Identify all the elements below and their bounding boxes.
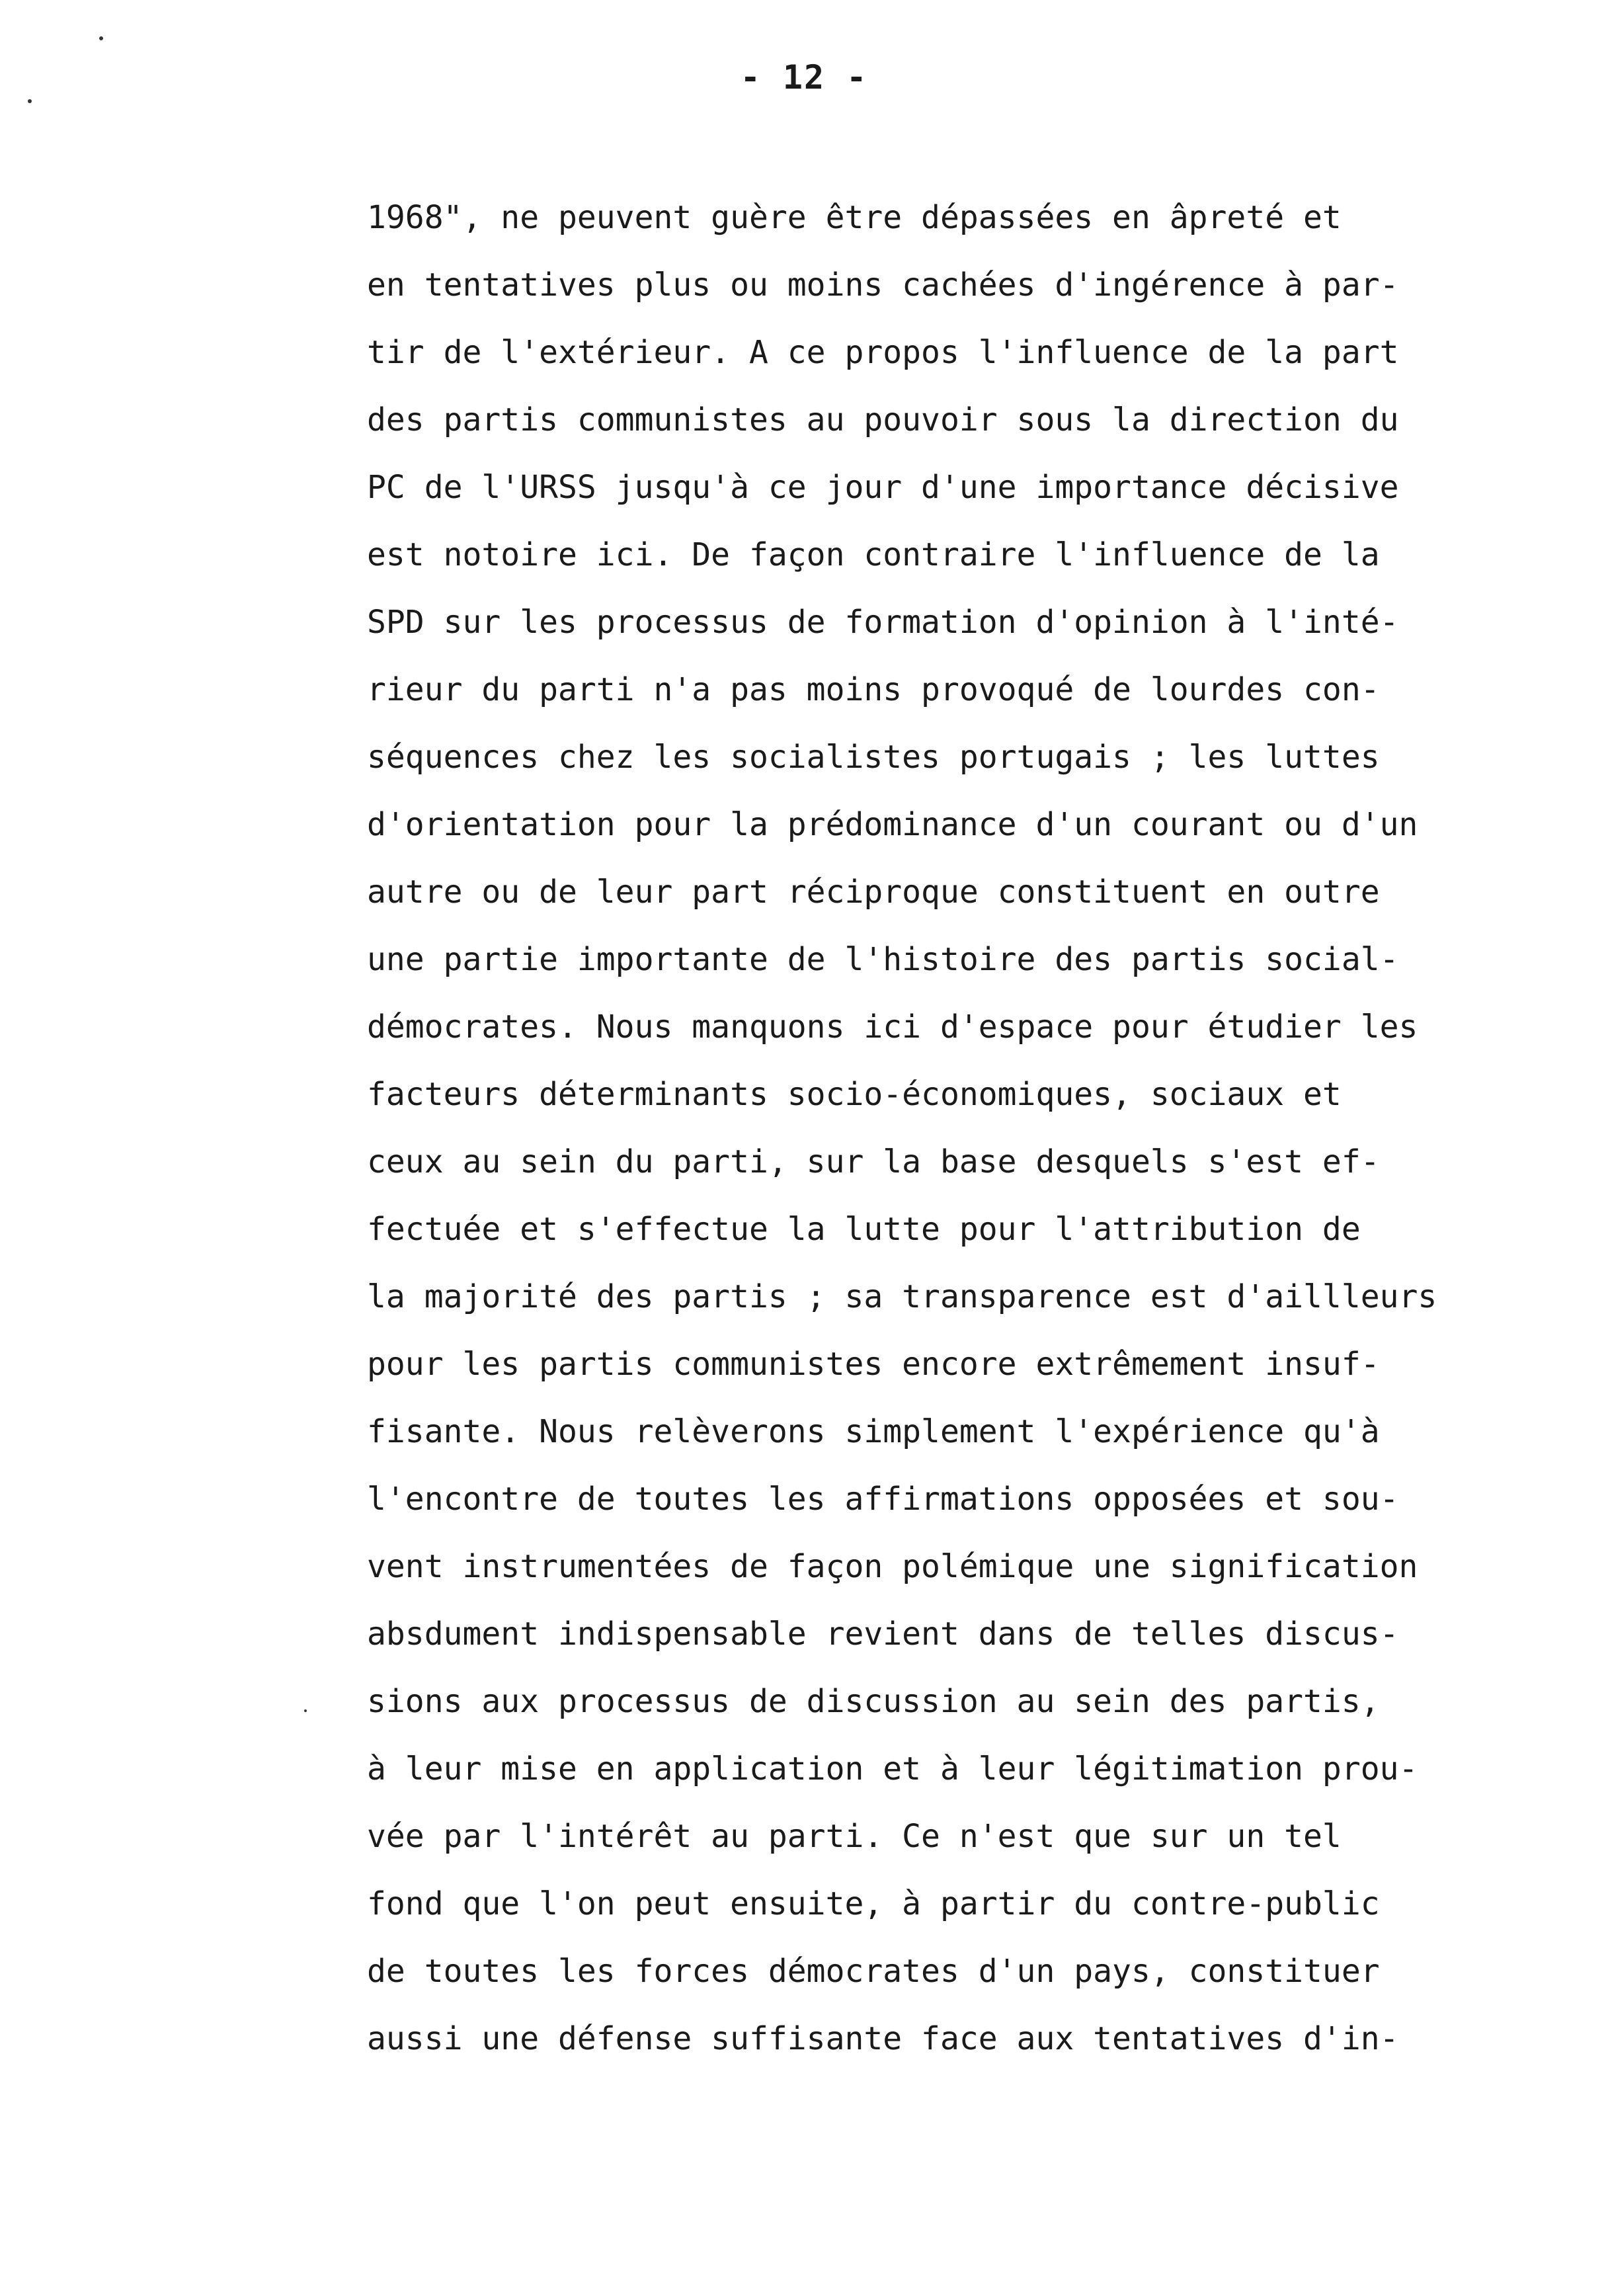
text-line: SPD sur les processus de formation d'opinion à l'inté- <box>367 604 1399 641</box>
text-line: autre ou de leur part réciproque constituent en outre <box>367 874 1380 911</box>
text-line: à leur mise en application et à leur légitimation prou- <box>367 1750 1418 1787</box>
text-line: absdument indispensable revient dans de telles discus- <box>367 1616 1399 1653</box>
text-line: ceux au sein du parti, sur la base desquels s'est ef- <box>367 1143 1380 1180</box>
text-line: d'orientation pour la prédominance d'un courant ou d'un <box>367 806 1418 843</box>
text-line: vée par l'intérêt au parti. Ce n'est que sur un tel <box>367 1818 1342 1855</box>
text-line: de toutes les forces démocrates d'un pays, constituer <box>367 1953 1380 1990</box>
text-line: vent instrumentées de façon polémique une signification <box>367 1548 1418 1585</box>
text-line: la majorité des partis ; sa transparence est d'aillleurs <box>367 1278 1437 1315</box>
body-text <box>367 184 1557 2072</box>
text-line: tir de l'extérieur. A ce propos l'influence de la part <box>367 334 1399 371</box>
scan-speck <box>28 99 32 103</box>
text-line: facteurs déterminants socio-économiques, sociaux et <box>367 1076 1342 1113</box>
text-line: fisante. Nous relèverons simplement l'expérience qu'à <box>367 1413 1380 1450</box>
text-line: séquences chez les socialistes portugais ; les luttes <box>367 739 1380 776</box>
text-line: sions aux processus de discussion au sein des partis, <box>367 1683 1380 1720</box>
text-line: PC de l'URSS jusqu'à ce jour d'une importance décisive <box>367 469 1399 506</box>
text-line: fectuée et s'effectue la lutte pour l'attribution de <box>367 1211 1361 1248</box>
text-line: des partis communistes au pouvoir sous la direction du <box>367 401 1399 438</box>
scan-speck <box>304 1709 307 1712</box>
text-line: l'encontre de toutes les affirmations opposées et sou- <box>367 1481 1399 1518</box>
scan-speck <box>99 36 103 40</box>
text-line: fond que l'on peut ensuite, à partir du contre-public <box>367 1885 1380 1922</box>
text-line: une partie importante de l'histoire des partis social- <box>367 941 1399 978</box>
text-line: rieur du parti n'a pas moins provoqué de lourdes con- <box>367 671 1380 708</box>
page-number: - 12 - <box>740 58 868 97</box>
text-line: pour les partis communistes encore extrêmement insuf- <box>367 1346 1380 1383</box>
text-line: aussi une défense suffisante face aux tentatives d'in- <box>367 2020 1399 2057</box>
text-line: en tentatives plus ou moins cachées d'ingérence à par- <box>367 266 1399 304</box>
text-line: 1968", ne peuvent guère être dépassées en âpreté et <box>367 199 1342 236</box>
text-line: démocrates. Nous manquons ici d'espace pour étudier les <box>367 1008 1418 1046</box>
text-line: est notoire ici. De façon contraire l'influence de la <box>367 536 1380 573</box>
